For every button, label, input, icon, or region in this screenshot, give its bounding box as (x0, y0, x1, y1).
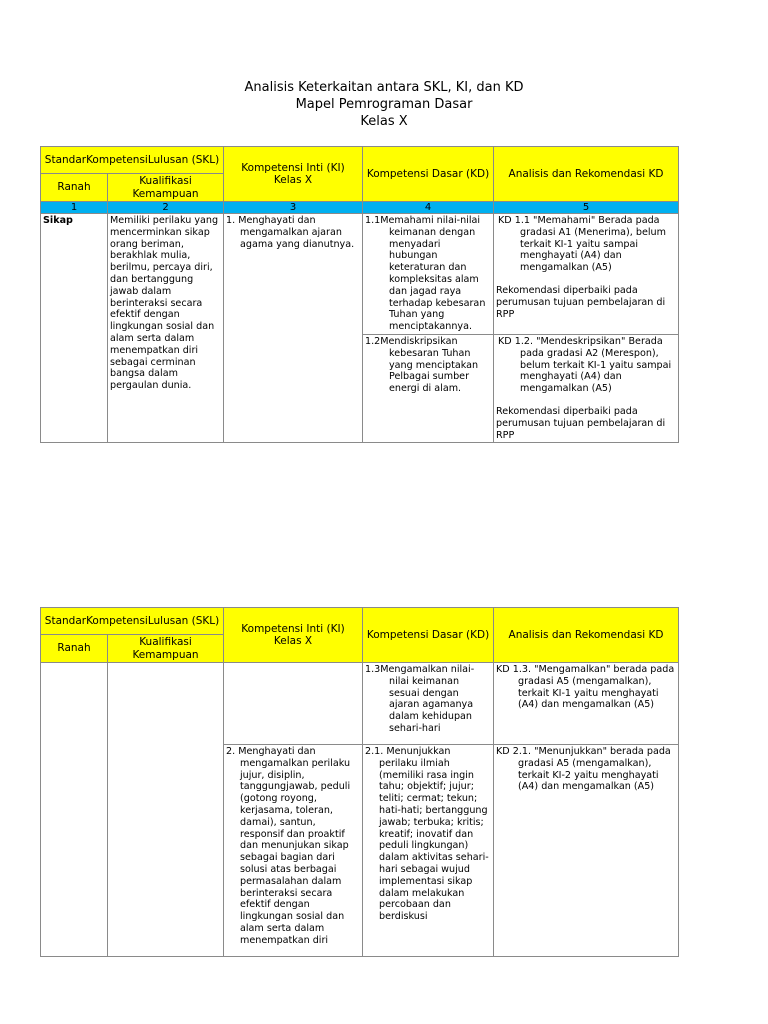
analysis-cell (494, 334, 679, 442)
kd-cell: 1.2Mendiskripsikan kebesaran Tuhan yang menciptakan Pelbagai sumber energi di alam. (363, 334, 494, 442)
analysis-cell: KD 1.3. "Mengamalkan" berada pada gradasi A5 (mengamalkan), terkait KI-1 yaitu menghayati (A4) dan mengamalkan (A5) (494, 663, 679, 745)
analysis-table-1 (40, 146, 679, 443)
kd-cell: 2.1. Menunjukkan perilaku ilmiah (memiliki rasa ingin tahu; objektif; jujur; teliti; cermat; tekun; hati-hati; bertanggung jawab; terbuka; kritis; kreatif; inovatif dan peduli lingkungan) dalam aktivitas sehari- hari sebagai wujud implementasi sikap dalam melakukan percobaan dan berdiskusi (363, 745, 494, 957)
ki-cell: 1. Menghayati dan mengamalkan ajaran agama yang dianutnya. (224, 214, 363, 443)
column-number-5: 5 (494, 202, 679, 214)
analysis-cell: KD 2.1. "Menunjukkan" berada pada gradasi A5 (mengamalkan), terkait KI-2 yaitu menghayati (A4) dan mengamalkan (A5) (494, 745, 679, 957)
header-skl: StandarKompetensiLulusan (SKL) (41, 147, 224, 174)
kualifikasi-cell: Memiliki perilaku yang mencerminkan sikap orang beriman, berakhlak mulia, berilmu, percaya diri, dan bertanggung jawab dalam berinteraksi secara efektif dengan lingkungan sosial dan alam serta dalam menempatkan diri sebagai cerminan bangsa dalam pergaulan dunia. (108, 214, 224, 443)
kualifikasi-cell (108, 663, 224, 957)
recommendation-text: Rekomendasi diperbaiki pada perumusan tujuan pembelajaran di RPP (496, 284, 666, 320)
document-title-line3: Kelas X (360, 114, 408, 129)
header-kd: Kompetensi Dasar (KD) (363, 608, 494, 663)
header-kualifikasi: Kualifikasi Kemampuan (108, 635, 224, 663)
column-number-4: 4 (363, 202, 494, 214)
header-ranah: Ranah (41, 174, 108, 202)
document-title-line2: Mapel Pemrograman Dasar (295, 97, 473, 112)
analysis-cell (494, 214, 679, 335)
header-ki: Kompetensi Inti (KI) Kelas X (224, 608, 363, 663)
header-kd: Kompetensi Dasar (KD) (363, 147, 494, 202)
ki-cell (224, 663, 363, 745)
ki-cell: 2. Menghayati dan mengamalkan perilaku jujur, disiplin, tanggungjawab, peduli (gotong royong, kerjasama, toleran, damai), santun, responsif dan proaktif dan menunjukan sikap sebagai bagian dari solusi atas berbagai permasalahan dalam berinteraksi secara efektif dengan lingkungan sosial dan alam serta dalam menempatkan diri (224, 745, 363, 957)
header-ranah: Ranah (41, 635, 108, 663)
analysis-text: KD 1.2. "Mendeskripsikan" Berada pada gradasi A2 (Merespon), belum terkait KI-1 yaitu sampai menghayati (A4) dan mengamalkan (A5) (498, 335, 672, 395)
ranah-cell: Sikap (41, 214, 108, 443)
column-number-1: 1 (41, 202, 108, 214)
header-analisis: Analisis dan Rekomendasi KD (494, 608, 679, 663)
recommendation-text: Rekomendasi diperbaiki pada perumusan tujuan pembelajaran di RPP (496, 405, 666, 441)
kd-cell: 1.3Mengamalkan nilai-nilai keimanan sesuai dengan ajaran agamanya dalam kehidupan sehari-hari (363, 663, 494, 745)
header-analisis: Analisis dan Rekomendasi KD (494, 147, 679, 202)
column-number-2: 2 (108, 202, 224, 214)
kd-cell: 1.1Memahami nilai-nilai keimanan dengan menyadari hubungan keteraturan dan kompleksitas alam dan jagad raya terhadap kebesaran Tuhan yang menciptakannya. (363, 214, 494, 335)
header-ki: Kompetensi Inti (KI) Kelas X (224, 147, 363, 202)
analysis-text: KD 1.1 "Memahami" Berada pada gradasi A1 (Menerima), belum terkait KI-1 yaitu sampai menghayati (A4) dan mengamalkan (A5) (498, 215, 666, 274)
header-kualifikasi: Kualifikasi Kemampuan (108, 174, 224, 202)
document-title-line1: Analisis Keterkaitan antara SKL, KI, dan KD (244, 80, 524, 95)
header-skl: StandarKompetensiLulusan (SKL) (41, 608, 224, 635)
column-number-3: 3 (224, 202, 363, 214)
ranah-cell (41, 663, 108, 957)
analysis-table-2 (40, 607, 679, 957)
